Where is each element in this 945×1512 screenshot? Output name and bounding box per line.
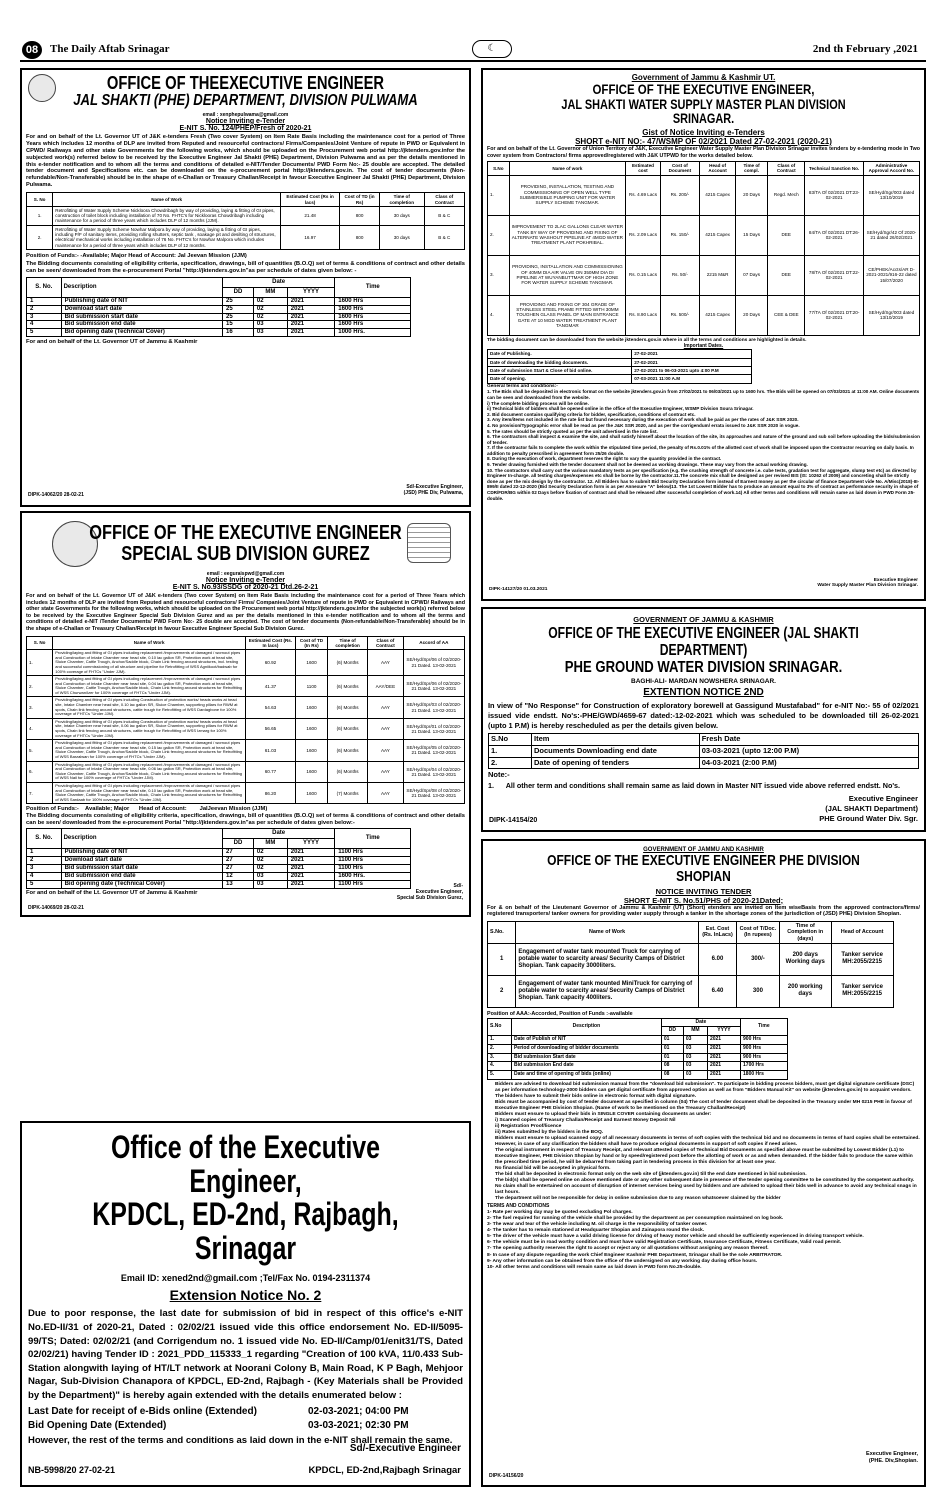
newspaper-name: The Daily Aftab Srinagar xyxy=(50,43,170,55)
ad1-body: For and on behalf of the Lt. Governor UT of J&K e-tenders Fresh (Two cover System) on Item Rate Basis including the maintenance cost for a period of Three Years which includes 12 months of DLP are invited from Reputed and resourceful contractors/ Firms/Companies/Joint Venture of repute in PWD or Equivalent in CPWD/ Railways and other state Governments for the following works, which should be uploaded on the Procurement web portal http://jktenders.gov.infor the subjected work(s) referred below to be received by the Executive Engineer Jal Shakti (PHE) Department, Division Pulwama and as per the details mentioned in this e-tender notification and to whom all the terms and conditions of detailed e-NIT/Tender Documents/ PWD Form No:- 25 double are accepted. The detailed tender document and Specifications etc. can be downloaded on the e-procurement portal http://jktenders.gov.in. The cost of tender documents (Non-refundable/Non-Transferable) should be in the shape of e-Challan or Treasury Challan/Receipt in favour Executive Engineer Jal Shakti (PHE) Department, Division Pulwama. xyxy=(26,133,465,189)
table-row: 4. Bid submission End date 08 03 2021 1700 Hrs xyxy=(488,1062,788,1071)
table-row: 1. Documents Downloading end date 03-03-2021 (upto 12:00 P.M) xyxy=(489,745,919,757)
ad6-bullet: Bidders must ensure to upload their bids in SINGLE COVER containing documents as under: xyxy=(495,1111,712,1117)
ad-wsmp-srinagar xyxy=(481,68,926,601)
table-row: 1. Providing/laying and fitting of GI pipes including replacement /improvements of damaged / wornout pipes and Construction of Intake Chamber near head site, 0.10 lac gallon SR, Protection work at head site, Sluice Chamber, Cattle Trough, Anchor/Saddle block, Chain Link fencing around structures, incl. testing and successful commissioning of all structure and pipeline for Retrofitting of WSS Agniikoot/badwab for 100% coverage of FHTCs "Under JJM). 60.92 1600 (6) Months AAY SE/Hyd/Spr/06 of 02/2020-21 Dated. 13-02-2021 xyxy=(27,650,465,676)
ad6-bullet: The original instrument in respect of Treasury Receipt, and relevant attested copies of Technical Bid Documents as specified above must be submitted by Lowest Bidder (L1) to Executive Engineer, PHE Division Shopian by hand or by speed/registered post before the allotting of work or as and when demanded. If the bidder fails to produce the same within the prescribed time period, he will be debarred from taking part in tendering process in this division for at least one year. xyxy=(495,1147,913,1165)
ad1-behalf: For and on behalf of the Lt. Governor UT of Jammu & Kashmir xyxy=(26,339,198,346)
table-row: 3. Providing/laying and fitting of GI pipes including Construction of protection works/ heads works at head site, Intake Chamber near head site, 0.10 lac gallon SR, Sluice Chamber, supporting pillars for RWM at spots, Chain link fencing around structures, cattle trough for Retrofitting of WSS Dardagbone for 100% coverage of FHTCs "Under JJM). 54.63 1600 (6) Months AAY SE/Hyd/Spr/03 of 02/2020-21 Dated. 13-02-2021 xyxy=(27,697,465,718)
table-row: 1. Date of Publish of NIT 01 03 2021 900 Hrs xyxy=(488,1036,788,1045)
ad4-important-dates-heading: Important Dates. xyxy=(683,343,724,350)
table-row: Date of submission Start & Close of bid online. 27-02-2021 to 06-03-2021 upto 4:00 P.M xyxy=(488,366,752,374)
table-row: 2. Date of opening of tenders 04-03-2021 (2:00 P.M) xyxy=(489,757,919,769)
ad2-title-line1: OFFICE OF THE EXECUTIVE ENGINEER xyxy=(89,522,402,544)
ad1-title-line2: JAL SHAKTI (PHE) DEPARTMENT, DIVISION PULWAMA xyxy=(73,91,418,109)
table-row: 5 Bid opening date (Technical Cover) 13 03 2021 1100 Hrs xyxy=(27,880,411,888)
ad4-term: 1. The Bids shall be deposited in electronic format on the website jktenders.gov.in from 27/02/2021 to 06/03/2021 up to 1600 hrs. The Bids will be opened on 07/03/2021 at 11:00 AM. Online documents can be seen and downloaded from the website. xyxy=(487,389,920,400)
table-row: 2 Download start date 25 02 2021 1600 Hrs xyxy=(27,305,411,313)
table-row: 3. Bid submission Start date 01 03 2021 900 Hrs xyxy=(488,1053,788,1062)
ad2-docs: The Bidding documents consisting of eligibility criteria, specification, drawings, bill of quantities (B.O.Q) set of terms & conditions of contract and other details can be seen/ downloaded from the e-procurement Portal "http://jktenders.gov.in"as per schedule of dates given below:- xyxy=(26,813,466,827)
ad2-enit: E-NIT S. No.93/SSDG of 2020-21 Dtd.26-2-21 xyxy=(172,584,319,591)
ad4-term: 5. The rates should be strictly quoted as per the unit advertised in the rate list. xyxy=(487,428,658,434)
ad6-condition: 10- All other terms and conditions will remain same as laid down in PWD form No.25-double. xyxy=(487,1264,702,1270)
ad6-condition: 5- The driver of the vehicle must have a valid driving license for driving of heavy motor vehicle and should be sufficiently experienced in driving transport vehicle. xyxy=(487,1234,864,1240)
table-row: Date of opening. 07-03-2021 11:00 A.M xyxy=(488,375,752,383)
ad6-bullet: Bidders must ensure to upload scanned copy of all necessary documents in terms of soft copies with the technical bid and no documents in terms of hard copies shall be entertained. However, in case of any clarification the bidders shall have to produce original documents in support of soft copies if need arises. xyxy=(495,1135,920,1147)
ad-kpdcl-rajbagh xyxy=(20,1121,471,1487)
ad6-condition: 7- The opening authority reserves the right to accept or reject any or all quotations without assigning any reason thereof. xyxy=(487,1246,769,1252)
table-row: 5. Providing/laying and fitting of GI pipes including replacement /improvements of damaged / wornout pipes and Construction of Intake Chamber near head site, 0.15 lac gallon SR, Protection work at head site, Sluice Chamber, Cattle Trough, Anchor/Saddle block, Chain Link fencing around structures for Retrofitting of WSS Barzalwan for 100% coverage of FHTCs "Under JJM). 61.03 1600 (6) Months AAY SE/Hyd/Spr/05 of 02/2020-21 Dated. 13-02-2021 xyxy=(27,740,465,761)
ad5-signature: Executive Engineer (JAL SHAKTI Department) PHE Ground Water Div. Sgr. xyxy=(819,794,918,823)
ad1-docs: The Bidding documents consisting of eligibility criteria, specification, drawings, bill of quantities (B.O.Q) set of terms & conditions of contract and other details can be seen/ downloaded from the e-procurement Portal "http://jktenders.gov.in"as per schedule of dates given below: - xyxy=(26,260,466,274)
table-row: Date of downloading the bidding documents. 27-02-2021 xyxy=(488,358,752,366)
ad1-funds: Position of Funds:- -Available; Major Head of Account: Jal Jeevan Mission (JJM) xyxy=(26,252,247,259)
table-row: 1. Retrofitting of Water Supply Scheme Nickloora Chowdribagh by way of providing, laying & fitting of GI pipes, construction of toilet block including installation of 70 No. FHTC's for Nicklooras Chowdribagh including maintenance for a period of three years which includes DLP of 12 months (JJM). 21.48 800 30 days B & C xyxy=(27,206,465,225)
ad6-condition: 4- The tanker has to remain stationed at Headquarter Shopian and Zainapora round the clock. xyxy=(487,1228,705,1234)
ad4-dates-table xyxy=(487,349,752,383)
ad6-condition: 2- The fuel required for running of the vehicle shall be provided by the department as per consumption maintained on log book. xyxy=(487,1215,784,1221)
ad3-title-line2: KPDCL, ED-2nd, Rajbagh, Srinagar xyxy=(92,1196,399,1266)
table-row: Date of Publishing. 27-02-2021 xyxy=(488,350,752,358)
ad3-office: KPDCL, ED-2nd,Rajbagh Srinagar xyxy=(308,1465,461,1476)
ad2-body: For and on behalf of the Lt. Governor UT of J&K e-tenders (Two cover System) on Item Rate Basis including the maintenance cost for a period of Three Years which includes 12 months of DLP are invited from Reputed and resourceful contractors/ Firms/ Companies/Joint Venture of repute in PWD or Equivalent in CPWD/ Railways and other state Governments for the following works, which should be uploaded on the Procurement web portal http://jktenders.gov.infor the subjected work(s) referred below to be received by the Executive Engineer Special Sub Division Gurez and as per the details mentioned in this e-tender notification and to whom all the terms and conditions of detailed e-NIT /Tender Documents/ PWD Form No:- 25 double are accepted. The cost of tender documents (Non-refundable/Non-Transferable) should be in the shape of e-Challan or Treasury Challan/Receipt in favour Executive Engineer Special Sub Division Gurez. xyxy=(26,593,465,632)
ad2-signature: Sd/- Executive Engineer, Special Sub Division Gurez, xyxy=(396,883,463,901)
ad6-bullet: The bid shall be deposited in electronic format only on the web site of (jktenders.gov.in) till the end date mentioned in bid submission. xyxy=(495,1171,807,1177)
ad3-signature: Sd/-Executive Engineer xyxy=(349,1443,461,1454)
table-row: 4. PROVIDING AND FIXING OF 304 GRADE OF STAINLESS STEEL FRAME FITTED WITH 30MM TOUGHEN GLASS PANEL OF MAIN ENTRANCE GATE AT 10 MGD WATER TREATMENT PLANT TANGMAR Rs. 8.90 Lacs Rs. 500/- 4215 Capex 20 Days CEE & DEE 77/TA Of 02/2021 DT:20-02-2021 SE/Hyd/Sgr/003 dated 13/10/2019 xyxy=(488,295,920,335)
table-row: 4 Bid submission end date 12 03 2021 1600 Hrs. xyxy=(27,872,411,880)
ad6-dipk: DIPK-14156/20 xyxy=(489,1473,524,1479)
ad4-term: 10. The contractors shall carry out the various mandatory tests as per specification (e.g. the crushing strength of concrete i.e. cube tests, gradation test for aggregate, slump test etc) as directed by Engineer In-charge. all testing charges/expenses etc shall be borne by the contractor.11.The concrete mix shall be designed as per revised BIS (IS: 10262 of 2009) and concreting shall be strictly done as per the mix design by the contractor. 12. All Bidders has to submit Bid Security Declaration form instead of Earnest money as per the circular of finance Department vide No. A/Misc(2018)-III-899/II dated 22-12-2020 (Bid Security Declaration form is as per Annexure "A" below)13. The 1st Lowest Bidder has to produce an amount equal to 3% of contract as performance security in shape of CDR/FDR/BG within 02 Days before fixation of contract and shall be released after successful completion of work.14) All other terms and conditions will remain same as laid down in PWD Form 25-double. xyxy=(487,467,920,501)
ad4-term: 7. If the contractor fails to complete the work within the stipulated time period, the penalty of Rs.0.01% of the allotted cost of work shall be imposed upon the Contractor recurring on daily basis. In addition to penalty prescribed in agreement form 25/26 double. xyxy=(487,445,914,456)
ad4-term: 4. No provision/Typographic error shall be read as per the J&K SSR 2020, and as per the corrigendum/ errata issued to J&K SSR 2020 in vogue. xyxy=(487,422,800,428)
ad1-email: email : xenphepulwama@gmail.com xyxy=(202,111,289,118)
ad6-bullet: The bid(s) shall be opened online on above mentioned date or any other subsequent date in presence of the tender opening committee to be constituted by the competent authority. xyxy=(495,1177,915,1183)
ad6-bullet: Bidders are advised to download bid submission manual from the "download bid submission". To participate in bidding process bidders, must get digital signature certificate (DSC) as per information technology-2000 bidders can get digital certificate from approved option as well as from "Bidders Manual Kit" on website (jktenders.gov.in) to acquaint vendors. xyxy=(495,1081,915,1093)
ad3-opening-date-row: Bid Opening Date (Extended) 03-03-2021; 02:30 PM xyxy=(28,1419,409,1431)
ad6-condition: 6- The vehicle must be in road worthy condition and must have valid Registration Certificate, Insurance Certificate, Fitness Certificate, Valid road permit. xyxy=(487,1240,842,1246)
ad6-bullet: No financial bid will be accepted in physical form. xyxy=(495,1165,611,1171)
ad2-funds: Position of Funds:- Available; Major Head of Account: JalJeevan Mission (JJM) xyxy=(26,806,268,813)
ad6-bullet: i) Scanned copies of Treasury Challan/Receipt and Earnest Money Deposit Nil xyxy=(495,1117,676,1123)
ad6-bullet: No claim shall be entertained on account of disruption of internet services being used by bidders and are advised to upload their bids well in advance to avoid any technical snags in last hours. xyxy=(495,1183,917,1195)
ad1-enit: E-NIT S. No. 124/PHEP/Fresh of 2020-21 xyxy=(179,124,312,132)
ad4-term: i) The complete bidding process will be online. xyxy=(487,400,589,406)
ad6-condition: 8- In case of any dispute regarding the work Chief Engineer Kashmir PHE Department, Srinagar shall be the sole ARBITRATOR. xyxy=(487,1252,783,1258)
ad6-signature: Executive Engineer, (PHE. Div,Shopian. xyxy=(866,1451,918,1465)
table-row: 2. Period of downloading of bidder documents 01 03 2021 900 Hrs xyxy=(488,1044,788,1053)
ad6-body: For & on behalf of the Lieutenant Governor of Jammu & Kashmir (UT) (Short) etenders are invited on Item wiseBasis from the approved contractors/firms/ registered transporters/ tanker owners for providing water supply through a tanker in the shortage zones of the jurisdiction of (JSD) PHE) Division Shopian. xyxy=(487,904,920,918)
table-row: 4. Providing/laying and fitting of GI pipes including Construction of protection works/ heads works at head site, Intake Chamber near head site, 0.06 lac gallon SR, Sluice Chamber, supporting pillars for RWM at spots, Chain link fencing around structures, cattle trough for Retrofitting of WSS Izmarg for 100% coverage of FHTCs "Under JJM). 56.65 1600 (6) Months AAY SE/Hyd/Spr/01 of 02/2020-21 Dated. 13-02-2021 xyxy=(27,718,465,739)
ad6-funds: Position of AAA:-Accorded, Position of Funds :-available xyxy=(487,1010,633,1017)
table-row: 2 Download start date 27 02 2021 1100 Hrs xyxy=(27,857,411,865)
ad4-title-line2: JAL SHAKTI WATER SUPPLY MASTER PLAN DIVISION SRINAGAR. xyxy=(561,95,846,127)
ad5-dipk: DIPK-14154/20 xyxy=(489,817,538,824)
ad3-email: Email ID: xened2nd@gmail.com ;Tel/Fax No. 0194-2311374 xyxy=(120,1273,371,1284)
newspaper-logo: ☾ xyxy=(472,40,512,58)
ad4-dipk: DIPK-14127/20 01.03.2021 xyxy=(489,587,548,592)
ad6-terms-heading: TERMS AND CONDITIONS xyxy=(487,1202,550,1209)
ad3-rest-terms: However, the rest of the terms and conditions as laid down in the e-NIT shall remain the same. xyxy=(28,1434,453,1446)
ad4-term: 8. During the execution of work, department reserves the right to vary the quantity provided in the contract. xyxy=(487,456,722,462)
table-row: 6. Providing/laying and fitting of GI pipes including replacement /improvements of damaged / wornout pipes and Construction of Intake Chamber near head site, 0.06 lac gallon SR, Protection work at head site, Sluice Chamber, Cattle Trough, Anchor/Saddle block, Chain Link fencing around structures for Retrofitting of WSS Nail for 100% coverage of FHTCs "Under JJM). 60.77 1600 (6) Months AAY SE/Hyd/Spr/04 of 02/2020-21 Dated. 13-02-2021 xyxy=(27,761,465,782)
ad4-gist: Gist of Notice Inviting e-Tenders xyxy=(642,128,765,138)
ad4-title-line1: OFFICE OF THE EXECUTIVE ENGINEER, xyxy=(592,81,815,97)
ad1-notice-heading: Notice Inviting e-Tender xyxy=(205,117,286,125)
ad2-schedule-table: S. No. Description Date Time DD MM YYYY 1 Publishing date of NIT 27 02 2021 1100 Hrs 2 Download start date 27 02 2021 1100 Hrs 3 Bid submission start date 27 02 2021 1100 Hrs 4 Bid submission end date 12 03 2021 1600 Hrs. 5 Bid opening date (Technical Cover) 13 03 2021 1100 Hrs xyxy=(26,828,411,888)
jk-emblem-icon xyxy=(28,74,56,102)
table-row: 5. Date and time of opening of bids (online) 08 03 2021 1800 Hrs xyxy=(488,1071,788,1080)
ad6-bullet: iii) Rates submitted by the bidders in the BOQ. xyxy=(495,1129,604,1135)
ad5-note-heading: Note:- xyxy=(488,770,510,780)
ad6-condition: 3- The wear and tear of the vehicle including M. oil charge is the responsibility of tanker owner. xyxy=(487,1221,708,1227)
ad3-last-date-row: Last Date for receipt of e-Bids online (Extended) 02-03-2021; 04:00 PM xyxy=(28,1405,409,1417)
ad6-condition: 9- Any other information can be obtained from the office of the undersigned on any working day during office hours. xyxy=(487,1258,758,1264)
table-row: 3 Bid submission start date 27 02 2021 1100 Hrs xyxy=(27,865,411,873)
ad2-behalf: For and on behalf of the Lt. Governor UT of Jammu & Kashmir xyxy=(26,889,198,896)
ad5-title-line2: PHE GROUND WATER DIVISION SRINAGAR. xyxy=(564,658,843,676)
ad2-notice-heading: Notice Inviting e-Tender xyxy=(205,577,286,584)
ad4-term: 2. Bid document contains qualifying criteria for bidder, specification, conditions of contract etc. xyxy=(487,411,696,417)
ad4-download-note: The bidding document can be downloaded from the website jktenders.gov.in where in all the terms and conditions are highlighted in details. xyxy=(487,337,807,343)
ad6-notice-heading: NOTICE INVITING TENDER xyxy=(655,886,752,896)
page-header xyxy=(20,40,926,62)
ad-phe-pulwama xyxy=(20,68,471,507)
ad5-body: In view of "No Response" for Construction of exploratory borewell at Gassigund Mustafabad" for e-NIT No:- 55 of 02/2021 issued vide endstt. No's:-PHE/GWD/4659-67 dated:-12-02-2021 which was scheduled to be downloaded till 26-02-2021 (upto 1 P.M) is hereby rescheduled as per the details given below. xyxy=(488,701,919,730)
ad6-government: GOVERNMENT OF JAMMU AND KASHMIR xyxy=(643,847,764,853)
ad-phe-ground-water-division xyxy=(481,607,926,832)
ad1-dipk: DIPK-14062/20 28-02-21 xyxy=(28,492,84,498)
ad4-works-table: S.No Name of work Estimated cost Cost of Document Head of Account Time of compl. Class of Contract Technical Sanction No. Administrative Approval Accord No. 1. PROVIDING, INSTALLATION, TESTING AND COMMISSIONING OF OPEN WELL TYPE SUBMERSIBLE PUMPING UNIT FOR WATER SUPPLY SCHEME TANGMAR. Rs. 4.69 Lacs Rs. 200/- 4215 Capex 20 Days Regd. Mech 83/TA Of 02/2021 DT:23-02-2021 SE/Hyd/Sgr/003 dated 13/10/2019 2. IMPROVEMENT TO 2LAC GALLONS CLEAR WATER TANK BY WAY OF PROVIDING AND FIXING OF ALTERNATE WASHOUT PIPELINE AT 4MGD WATER TREATMENT PLANT POKHRIBAL. Rs. 2.09 Lacs Rs. 150/- 4215 Capex 15 Days DEE 84/TA Of 02/2021 DT:26-02-2021 SE/Hyd/Sgr/42 Of 2020-21 dated 26/02/2021 3. PROVIDING, INSTALLATION AND COMMISSIONING OF 40MM DIA AIR VALVE ON 350MM DIA DI PIPELINE AT WUYANBUTTMAR OF HIGH ZONE FOR WATER SUPPLY SCHEME TANGMAR. Rs. 0.15 Lacs Rs. 50/- 2215 M&R 07 Days DEE 78/TA Of 02/2021 DT:22-02-2021 CE/PHEK/Accts/AR D-2021-2021/916-22 dated 15/07/2020 4. PROVIDING AND FIXING OF 304 GRADE OF STAINLESS STEEL FRAME FITTED WITH 30MM TOUGHEN GLASS PANEL OF MAIN ENTRANCE GATE AT 10 MGD WATER TREATMENT PLANT TANGMAR Rs. 8.90 Lacs Rs. 500/- 4215 Capex 20 Days CEE & DEE 77/TA Of 02/2021 DT:20-02-2021 SE/Hyd/Sgr/003 dated 13/10/2019 xyxy=(487,161,920,336)
ad1-schedule-table: S. No. Description Date Time DD MM YYYY 1 Publishing date of NIT 25 02 2021 1600 Hrs 2 Download start date 25 02 2021 1600 Hrs 3 Bid submission start date 25 02 2021 1600 Hrs 4 Bid submission end date 15 03 2021 1600 Hrs 5 Bid opening date (Technical Cover) 16 03 2021 1000 Hrs. xyxy=(26,277,411,337)
ad4-body: For and on behalf of the Lt. Governor of Union Territory of J&K, Executive Engineer Water Supply Master Plan Division Srinagar invites tenders by e-tendering mode in Two cover system from Contractors/ firms approved/registered with J&K UTPWD for the works detailed below. xyxy=(487,146,920,159)
ad6-bullet: The department will not be responsible for delay in online submission due to any reason whatsoever claimed by the bidder xyxy=(495,1195,781,1201)
issue-date: 2nd th February ,2021 xyxy=(812,43,918,55)
table-row: 3 Bid submission start date 25 02 2021 1600 Hrs xyxy=(27,313,411,321)
table-row: 2. IMPROVEMENT TO 2LAC GALLONS CLEAR WATER TANK BY WAY OF PROVIDING AND FIXING OF ALTERNATE WASHOUT PIPELINE AT 4MGD WATER TREATMENT PLANT POKHRIBAL. Rs. 2.09 Lacs Rs. 150/- 4215 Capex 15 Days DEE 84/TA Of 02/2021 DT:26-02-2021 SE/Hyd/Sgr/42 Of 2020-21 dated 26/02/2021 xyxy=(488,215,920,255)
table-row: 3. PROVIDING, INSTALLATION AND COMMISSIONING OF 40MM DIA AIR VALVE ON 350MM DIA DI PIPELINE AT WUYANBUTTMAR OF HIGH ZONE FOR WATER SUPPLY SCHEME TANGMAR. Rs. 0.15 Lacs Rs. 50/- 2215 M&R 07 Days DEE 78/TA Of 02/2021 DT:22-02-2021 CE/PHEK/Accts/AR D-2021-2021/916-22 dated 15/07/2020 xyxy=(488,255,920,295)
ad6-enit: SHORT E-NIT S. No.51/PHS of 2020-21Dated; xyxy=(623,895,784,905)
ad3-nb: NB-5998/20 27-02-21 xyxy=(28,1465,116,1475)
ad5-address: BAGHI-ALI- MARDAN NOWSHERA SRINAGAR. xyxy=(631,678,776,686)
ad4-enit: SHORT e-NIT NO:- 47/WSMP OF 02/2021 Dated 27-02-2021 (2020-21) xyxy=(575,137,832,147)
table-row: 1 Engagement of water tank mounted Truck for carrying of potable water to scarcity areas/ Security Camps of District Shopian. Tank capacity 3000liters. 6.00 300/- 200 days Working days Tanker service MH:2055/2215 xyxy=(488,943,894,975)
ad3-body: Due to poor response, the last date for submission of bid in respect of this office's e-NIT No.ED-II/31 of 2020-21, Dated : 02/02/21 issued vide this office endorsement No. ED-II/5095-99/TS; Dated: 02/02/21 (and Corrigendum no. 1 issued vide No. ED-II/Camp/01/enit31/TS, Dated 02/02/21) having Tender ID : 2021_PDD_115333_1 regarding "Creation of 100 kVA, 11/0.433 Sub-Station alongwith laying of HT/LT network at Noorani Colony B, Main Road, K P Bagh, Mehjoor Nagar, Sub-Division Chanapora of KPDCL, ED-2nd, Rajbagh - (Key Materials shall be Provided by the Department)" is hereby again extended with the details enumerated below : xyxy=(28,1308,463,1402)
ad2-works-table: S. No Name of Work Estimated Cost (Rs. In lacs) Cost of TD (In Rs) Time of completion Class of Contract Accord of AA 1. Providing/laying and fitting of GI pipes including replacement /improvements of damaged / wornout pipes and Construction of Intake Chamber near head site, 0.10 lac gallon SR, Protection work at head site, Sluice Chamber, Cattle Trough, Anchor/Saddle block, Chain Link fencing around structures, incl. testing and successful commissioning of all structure and pipeline for Retrofitting of WSS Agniikoot/badwab for 100% coverage of FHTCs "Under JJM). 60.92 1600 (6) Months AAY SE/Hyd/Spr/06 of 02/2020-21 Dated. 13-02-2021 2. Providing/laying and fitting of GI pipes including replacement /improvements of damaged / wornout pipes and Construction of Intake Chamber near head site, 0.04 lac gallon SR, Protection work at head site, Sluice Chamber, Cattle Trough, Anchor/Saddle block, Chain Link fencing around structures for Retrofitting of WSS Churwan/Izer for 100% coverage of FHTCs "Under JJM). 41.37 1100 (6) Months AAY/DEE SE/Hyd/Spr/06 of 02/2020-21 Dated. 13-02-2021 3. Providing/laying and fitting of GI pipes including Construction of protection works/ heads works at head site, Intake Chamber near head site, 0.10 lac gallon SR, Sluice Chamber, supporting pillars for RWM at spots, Chain link fencing around structures, cattle trough for Retrofitting of WSS Dardagbone for 100% coverage of FHTCs "Under JJM). 54.63 1600 (6) Months AAY SE/Hyd/Spr/03 of 02/2020-21 Dated. 13-02-2021 4. Providing/laying and fitting of GI pipes including Construction of protection works/ heads works at head site, Intake Chamber near head site, 0.06 lac gallon SR, Sluice Chamber, supporting pillars for RWM at spots, Chain link fencing around structures, cattle trough for Retrofitting of WSS Izmarg for 100% coverage of FHTCs "Under JJM). 56.65 1600 (6) Months AAY SE/Hyd/Spr/01 of 02/2020-21 Dated. 13-02-2021 5. Providing/laying and fitting of GI pipes including replacement /improvements of damaged / wornout pipes and Construction of Intake Chamber near head site, 0.15 lac gallon SR, Protection work at head site, Sluice Chamber, Cattle Trough, Anchor/Saddle block, Chain Link fencing around structures for Retrofitting of WSS Barzalwan for 100% coverage of FHTCs "Under JJM). 61.03 1600 (6) Months AAY SE/Hyd/Spr/05 of 02/2020-21 Dated. 13-02-2021 6. Providing/laying and fitting of GI pipes including replacement /improvements of damaged / wornout pipes and Construction of Intake Chamber near head site, 0.06 lac gallon SR, Protection work at head site, Sluice Chamber, Cattle Trough, Anchor/Saddle block, Chain Link fencing around structures for Retrofitting of WSS Nail for 100% coverage of FHTCs "Under JJM). 60.77 1600 (6) Months AAY SE/Hyd/Spr/04 of 02/2020-21 Dated. 13-02-2021 7. Providing/laying and fitting of GI pipes including replacement /improvements of damaged / wornout pipes and Construction of Intake Chamber near head site, 0.10 lac gallon SR, Protection work at head site, Sluice Chamber, Cattle Trough, Anchor/Saddle block, Chain Link fencing around structures for Retrofitting of WSS Sardaab for 100% coverage of FHTCs "Under JJM). 86.20 1600 (7) Months AAY SE/Hyd/Spr/08 of 02/2020-21 Dated. 13-02-2021 xyxy=(26,636,465,805)
ad4-term: ii) Technical bids of bidders shall be opened online in the office of the Executive Engineer, WSMP Division Soura Srinagar. xyxy=(487,406,754,412)
ad5-dates-table: S.No Item Fresh Date 1. Documents Downloading end date 03-03-2021 (upto 12:00 P.M) 2. Date of opening of tenders 04-03-2021 (2:00 P.M) xyxy=(488,733,919,769)
table-row: 1 Publishing date of NIT 27 02 2021 1100 Hrs xyxy=(27,849,411,857)
ad5-extension-heading: EXTENTION NOTICE 2ND xyxy=(643,687,764,699)
table-row: 2. Retrofitting of Water Supply Scheme Nowhar Malpora by way of providing, laying & fitting of GI pipes, including P/F of sanitary items, providing rolling shutters, septic tank , soakage pit and desilting of structures, electrical/ mechanical works including installation of 76 No. FHTC's for Nowhar Malpora which includes maintenance for a period of three years which includes DLP of 12 months. 16.97 800 30 days B & C xyxy=(27,225,465,249)
table-row: 1. PROVIDING, INSTALLATION, TESTING AND COMMISSIONING OF OPEN WELL TYPE SUBMERSIBLE PUMPING UNIT FOR WATER SUPPLY SCHEME TANGMAR. Rs. 4.69 Lacs Rs. 200/- 4215 Capex 20 Days Regd. Mech 83/TA Of 02/2021 DT:23-02-2021 SE/Hyd/Sgr/003 dated 13/10/2019 xyxy=(488,175,920,215)
ad6-bullet: ii) Registration Proof/licence xyxy=(495,1123,562,1129)
table-row: 4 Bid submission end date 15 03 2021 1600 Hrs xyxy=(27,321,411,329)
ad4-government: Government of Jammu & Kashmir UT. xyxy=(631,73,776,82)
ad4-term: 3. Any item/items not included in the rate list but found necessary during the execution of work shall be paid as per the rates of J&K SSR 2020. xyxy=(487,417,799,423)
table-row: 5 Bid opening date (Technical Cover) 16 03 2021 1000 Hrs. xyxy=(27,329,411,337)
ad4-term: 9. Tender drawing furnished with the tender document shall not be deemed as working drawings. These may vary from the actual working drawing. xyxy=(487,462,808,468)
ad2-title-line2: SPECIAL SUB DIVISION GUREZ xyxy=(121,543,370,565)
ad6-works-table: S.No. Name of Work Est. Cost (Rs. InLacs) Cost of T/Doc. (In rupees) Time of Completion in (days) Head of Account 1 Engagement of water tank mounted Truck for carrying of potable water to scarcity areas/ Security Camps of District Shopian. Tank capacity 3000liters. 6.00 300/- 200 days Working days Tanker service MH:2055/2215 2 Engagement of water tank mounted MiniTruck for carrying of potable water to scarcity areas/ Security Camps of District Shopian. Tank capacity 400liters. 6.40 300 200 working days Tanker service MH:2055/2215 xyxy=(487,921,894,1008)
ad2-dipk: DIPK-14069/20 28-02-21 xyxy=(28,905,84,911)
ad5-note-1: 1. All other term and conditions shall remain same as laid down in Master NIT issued vide above referred endstt. No's. xyxy=(488,781,901,791)
table-row: 7. Providing/laying and fitting of GI pipes including replacement /improvements of damaged / wornout pipes and Construction of Intake Chamber near head site, 0.10 lac gallon SR, Protection work at head site, Sluice Chamber, Cattle Trough, Anchor/Saddle block, Chain Link fencing around structures for Retrofitting of WSS Sardaab for 100% coverage of FHTCs "Under JJM). 86.20 1600 (7) Months AAY SE/Hyd/Spr/08 of 02/2020-21 Dated. 13-02-2021 xyxy=(27,782,465,803)
table-row: 1 Publishing date of NIT 25 02 2021 1600 Hrs xyxy=(27,297,411,305)
ad4-signature: Executive Engineer Water Supply Master Plan Division Srinagar. xyxy=(817,578,918,588)
ad3-extension-heading: Extension Notice No. 2 xyxy=(169,1287,322,1304)
ad1-title-line1: OFFICE OF THEEXECUTIVE ENGINEER xyxy=(106,73,385,93)
ad5-title-line1: OFFICE OF THE EXECUTIVE ENGINEER (JAL SHAKTI DEPARTMENT) xyxy=(548,625,859,659)
ad1-works-table: S. No Name of Work Estimated Cost (Rs in lacs) Cost of TD (in Rs) Time of completion Class of Contract 1. Retrofitting of Water Supply Scheme Nickloora Chowdribagh by way of providing, laying & fitting of GI pipes, construction of toilet block including installation of 70 No. FHTC's for Nicklooras Chowdribagh including maintenance for a period of three years which includes DLP of 12 months (JJM). 21.48 800 30 days B & C 2. Retrofitting of Water Supply Scheme Nowhar Malpora by way of providing, laying & fitting of GI pipes, including P/F of sanitary items, providing rolling shutters, septic tank , soakage pit and desilting of structures, electrical/ mechanical works including installation of 76 No. FHTC's for Nowhar Malpora which includes maintenance for a period of three years which includes DLP of 12 months. 16.97 800 30 days B & C xyxy=(26,192,465,250)
ad-phe-division-shopian xyxy=(481,839,926,1487)
table-row: 2. Providing/laying and fitting of GI pipes including replacement /improvements of damaged / wornout pipes and Construction of Intake Chamber near head site, 0.04 lac gallon SR, Protection work at head site, Sluice Chamber, Cattle Trough, Anchor/Saddle block, Chain Link fencing around structures for Retrofitting of WSS Churwan/Izer for 100% coverage of FHTCs "Under JJM). 41.37 1100 (6) Months AAY/DEE SE/Hyd/Spr/06 of 02/2020-21 Dated. 13-02-2021 xyxy=(27,676,465,697)
table-row: 2 Engagement of water tank mounted MiniTruck for carrying of potable water to scarcity areas/ Security Camps of District Shopian. Tank capacity 400liters. 6.40 300 200 working days Tanker service MH:2055/2215 xyxy=(488,975,894,1007)
page-number-badge: 08 xyxy=(22,41,42,59)
ad3-title-line1: Office of the Executive Engineer, xyxy=(110,1129,381,1199)
ad6-schedule-table: S.No Description Date Time DD MM YYYY 1. Date of Publish of NIT 01 03 2021 900 Hrs 2. Period of downloading of bidder documents 01 03 2021 900 Hrs 3. Bid submission Start date 01 03 2021 900 Hrs 4. Bid submission End date 08 03 2021 1700 Hrs 5. Date and time of opening of bids (online) 08 03 2021 1800 Hrs xyxy=(487,1018,788,1080)
ad5-government: GOVERNMENT OF JAMMU & KASHMIR xyxy=(633,615,774,624)
ad2-email: email : eeguraispwd@gmail.com xyxy=(206,571,285,577)
ad6-condition: 1- Rate per working day may be quoted excluding Pol charges. xyxy=(487,1209,633,1215)
ad-special-sub-division-gurez xyxy=(20,511,471,917)
ad6-title: OFFICE OF THE EXECUTIVE ENGINEER PHE DIVISION SHOPIAN xyxy=(547,852,860,885)
ad4-term: 6. The contractors shall inspect & examine the site, and shall satisfy himself about the location of the site, its approaches and nature of the ground and sub soil before uploading the bids/submission of tender. xyxy=(487,434,920,445)
ad6-bullet: The bidders have to submit their bids online in electronic format with digital signature. xyxy=(495,1093,697,1099)
ad6-bullet: Bids must be accompanied by cost of tender document as specified in column (04) The cost of tender document shall be deposited in the Treasury under MH 0215 PHE in favour of Executive Engineer PHE Division Shopian. (Name of work to be mentioned on the Treasury Challan/Receipt) xyxy=(495,1099,912,1111)
ad4-general-terms-heading: General terms and conditions:- xyxy=(487,383,558,389)
ad1-signature: Sd/-Executive Engineer, (JSD) PHE Div, Pulwama, xyxy=(403,484,463,496)
